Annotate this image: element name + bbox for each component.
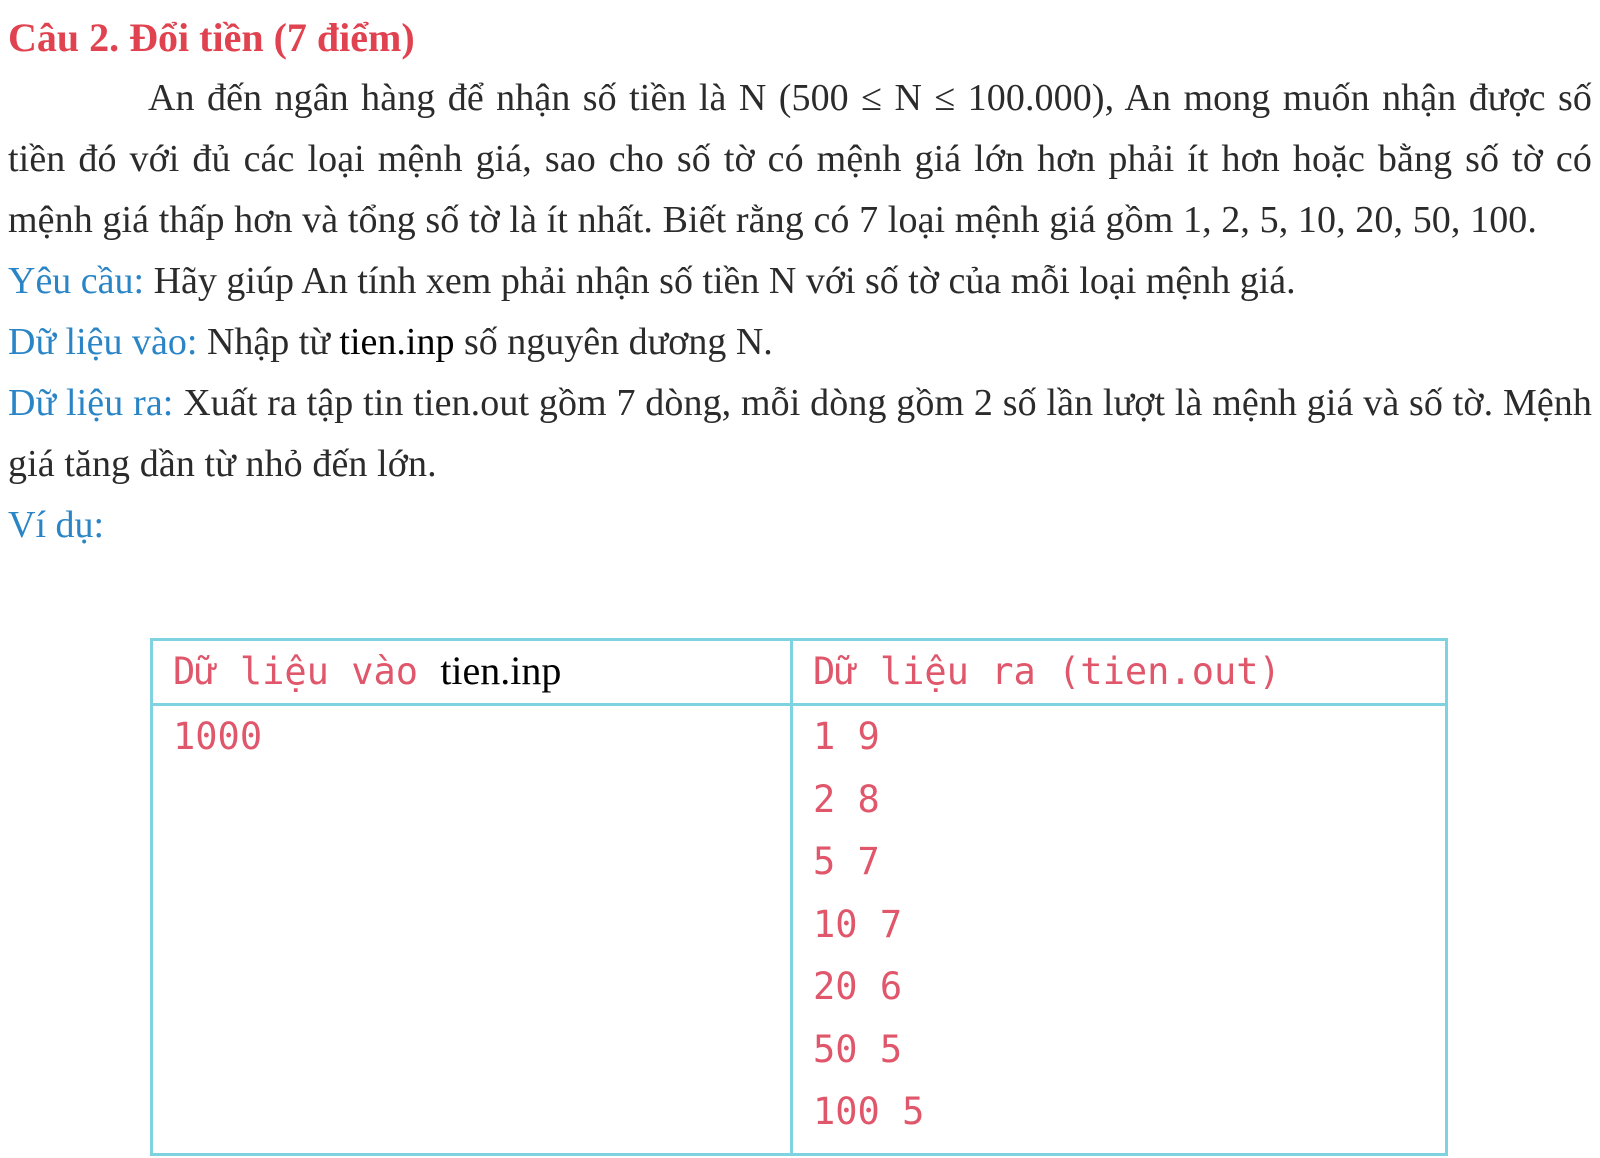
example-label: Ví dụ: <box>8 504 105 546</box>
requirement-text: Hãy giúp An tính xem phải nhận số tiền N với số tờ của mỗi loại mệnh giá. <box>144 260 1296 302</box>
input-header-cell <box>152 640 792 705</box>
requirement-label: Yêu cầu: <box>8 260 145 302</box>
input-value-cell <box>152 705 792 1155</box>
output-values-list <box>793 706 1445 1144</box>
output-line <box>8 373 1592 495</box>
output-header-cell <box>792 640 1447 705</box>
input-label: Dữ liệu vào: <box>8 321 198 363</box>
output-text: Xuất ra tập tin tien.out gồm 7 dòng, mỗi dòng gồm 2 số lần lượt là mệnh giá và số tờ. Mệnh giá tăng dần từ nhỏ đến lớn. <box>8 382 1592 485</box>
problem-statement: An đến ngân hàng để nhận số tiền là N (500 ≤ N ≤ 100.000), An mong muốn nhận được số tiền đó với đủ các loại mệnh giá, sao cho số tờ có mệnh giá lớn hơn phải ít hơn hoặc bằng số tờ có mệnh giá thấp hơn và tổng số tờ là ít nhất. Biết rằng có 7 loại mệnh giá gồm 1, 2, 5, 10, 20, 50, 100. <box>8 77 1592 241</box>
input-text-after: số nguyên dương N. <box>463 321 773 363</box>
problem-title: Câu 2. Đổi tiền (7 điểm) <box>8 15 415 60</box>
output-header: Dữ liệu ra (tien.out) <box>813 650 1281 693</box>
input-text-before: Nhập từ <box>197 321 340 363</box>
output-row: 10 7 <box>813 902 903 946</box>
input-line <box>8 312 1592 373</box>
sample-body-row <box>152 705 1447 1155</box>
output-row: 2 8 <box>813 777 880 821</box>
input-file-name: tien.inp <box>339 321 455 363</box>
output-row: 20 6 <box>813 965 903 1008</box>
output-row: 5 7 <box>813 840 880 883</box>
sample-header-row <box>152 640 1447 705</box>
output-label: Dữ liệu ra: <box>8 382 174 424</box>
input-header-file: tien.inp <box>440 648 562 693</box>
input-value: 1000 <box>173 715 263 758</box>
output-values-cell <box>792 705 1447 1155</box>
requirement-line <box>8 251 1592 312</box>
input-header: Dữ liệu vào <box>173 650 441 693</box>
output-row: 50 5 <box>813 1027 903 1071</box>
output-row: 100 5 <box>813 1090 925 1133</box>
output-row: 1 9 <box>813 715 880 758</box>
sample-io-table <box>150 638 1448 1156</box>
